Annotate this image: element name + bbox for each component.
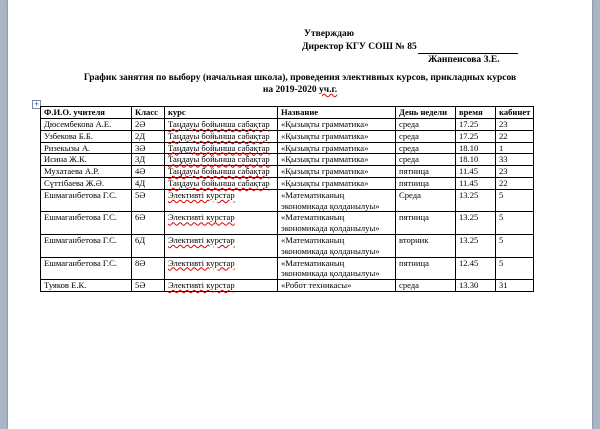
class-cell: 2Д (132, 130, 165, 142)
director-name: Жанпеисова З.Е. (428, 55, 500, 65)
teacher-cell: Дюсембекова А.Е. (41, 119, 132, 131)
room-cell: 33 (496, 154, 534, 166)
table-row (41, 212, 534, 235)
class-cell: 6Д (132, 234, 165, 257)
day-cell: среда (396, 280, 456, 292)
teacher-cell: Ешмаганбетова Г.С. (41, 189, 132, 212)
room-cell: 23 (496, 166, 534, 178)
day-cell: вторник (396, 234, 456, 257)
table-row (41, 154, 534, 166)
table-row (41, 189, 534, 212)
time-cell: 17.25 (456, 130, 496, 142)
name-cell: «Қызықты грамматика» (278, 142, 396, 154)
col-course: курс (165, 107, 278, 119)
teacher-cell: Исина Ж.К. (41, 154, 132, 166)
room-cell: 22 (496, 177, 534, 189)
day-cell: среда (396, 154, 456, 166)
day-cell: среда (396, 130, 456, 142)
col-name: Название (278, 107, 396, 119)
table-row (41, 119, 534, 131)
room-cell: 22 (496, 130, 534, 142)
director-label: Директор КГУ СОШ № 85 (302, 42, 417, 52)
course-cell: Элективті курстар (165, 257, 278, 280)
name-cell: «Математиканың экономикада қолданылуы» (278, 257, 396, 280)
table-row (41, 166, 534, 178)
time-cell: 11.45 (456, 166, 496, 178)
day-cell: Среда (396, 189, 456, 212)
class-cell: 2Ә (132, 119, 165, 131)
title-line-2: на 2019-2020 (262, 85, 320, 95)
table-row (41, 142, 534, 154)
teacher-cell: Ешмаганбетова Г.С. (41, 257, 132, 280)
day-cell: среда (396, 142, 456, 154)
course-cell: Таңдауы бойынша сабақтар (165, 119, 278, 131)
course-cell: Таңдауы бойынша сабақтар (165, 177, 278, 189)
class-cell: 4Ә (132, 166, 165, 178)
room-cell: 31 (496, 280, 534, 292)
name-cell: «Математиканың экономикада қолданылуы» (278, 189, 396, 212)
name-cell: «Қызықты грамматика» (278, 177, 396, 189)
time-cell: 11.45 (456, 177, 496, 189)
day-cell: пятница (396, 166, 456, 178)
class-cell: 4Д (132, 177, 165, 189)
table-header-row (41, 107, 534, 119)
name-cell: «Математиканың экономикада қолданылуы» (278, 234, 396, 257)
col-room: кабинет (496, 107, 534, 119)
course-cell: Таңдауы бойынша сабақтар (165, 154, 278, 166)
approval-block (304, 28, 518, 67)
day-cell: пятница (396, 177, 456, 189)
room-cell: 1 (496, 142, 534, 154)
teacher-cell: Ешмаганбетова Г.С. (41, 234, 132, 257)
teacher-cell: Узбекова Б.Б. (41, 130, 132, 142)
title-line-1: График занятия по выбору (начальная школа), проведения элективных курсов, прикладных курсов (83, 73, 517, 83)
room-cell: 5 (496, 234, 534, 257)
table-row (41, 234, 534, 257)
time-cell: 18.10 (456, 142, 496, 154)
room-cell: 5 (496, 257, 534, 280)
course-cell: Таңдауы бойынша сабақтар (165, 166, 278, 178)
teacher-cell: Ризекызы А. (41, 142, 132, 154)
document-page (8, 0, 592, 429)
table-row (41, 280, 534, 292)
room-cell: 5 (496, 189, 534, 212)
time-cell: 17.25 (456, 119, 496, 131)
day-cell: пятница (396, 257, 456, 280)
time-cell: 13.30 (456, 280, 496, 292)
class-cell: 5Ә (132, 280, 165, 292)
document-title (8, 72, 592, 96)
table-move-handle-icon[interactable]: + (33, 100, 40, 108)
name-cell: «Робот техникасы» (278, 280, 396, 292)
name-cell: «Қызықты грамматика» (278, 119, 396, 131)
class-cell: 5Ә (132, 189, 165, 212)
col-day: День недели (396, 107, 456, 119)
teacher-cell: Сүттібаева Ж.Ә. (41, 177, 132, 189)
title-year-suffix: уч.г. (319, 85, 338, 95)
teacher-cell: Мухатаева А.Р. (41, 166, 132, 178)
time-cell: 12.45 (456, 257, 496, 280)
table-row (41, 130, 534, 142)
name-cell: «Математиканың экономикада қолданылуы» (278, 212, 396, 235)
table-row (41, 257, 534, 280)
name-cell: «Қызықты грамматика» (278, 166, 396, 178)
approve-label: Утверждаю (304, 29, 354, 39)
class-cell: 6Ә (132, 212, 165, 235)
class-cell: 3Ә (132, 142, 165, 154)
course-cell: Элективті курстар (165, 189, 278, 212)
col-time: время (456, 107, 496, 119)
course-cell: Элективті курстар (165, 280, 278, 292)
name-cell: «Қызықты грамматика» (278, 154, 396, 166)
name-cell: «Қызықты грамматика» (278, 130, 396, 142)
class-cell: 8Ә (132, 257, 165, 280)
col-class: Класс (132, 107, 165, 119)
time-cell: 18.10 (456, 154, 496, 166)
col-teacher: Ф.И.О. учителя (41, 107, 132, 119)
course-cell: Элективті курстар (165, 212, 278, 235)
course-cell: Таңдауы бойынша сабақтар (165, 130, 278, 142)
time-cell: 13.25 (456, 234, 496, 257)
course-cell: Таңдауы бойынша сабақтар (165, 142, 278, 154)
day-cell: среда (396, 119, 456, 131)
teacher-cell: Туяков Е.К. (41, 280, 132, 292)
time-cell: 13.25 (456, 189, 496, 212)
table-row (41, 177, 534, 189)
class-cell: 3Д (132, 154, 165, 166)
room-cell: 5 (496, 212, 534, 235)
day-cell: пятница (396, 212, 456, 235)
signature-line (418, 44, 518, 54)
teacher-cell: Ешмаганбетова Г.С. (41, 212, 132, 235)
course-cell: Элективті курстар (165, 234, 278, 257)
room-cell: 23 (496, 119, 534, 131)
time-cell: 13.25 (456, 212, 496, 235)
schedule-table (40, 106, 534, 292)
